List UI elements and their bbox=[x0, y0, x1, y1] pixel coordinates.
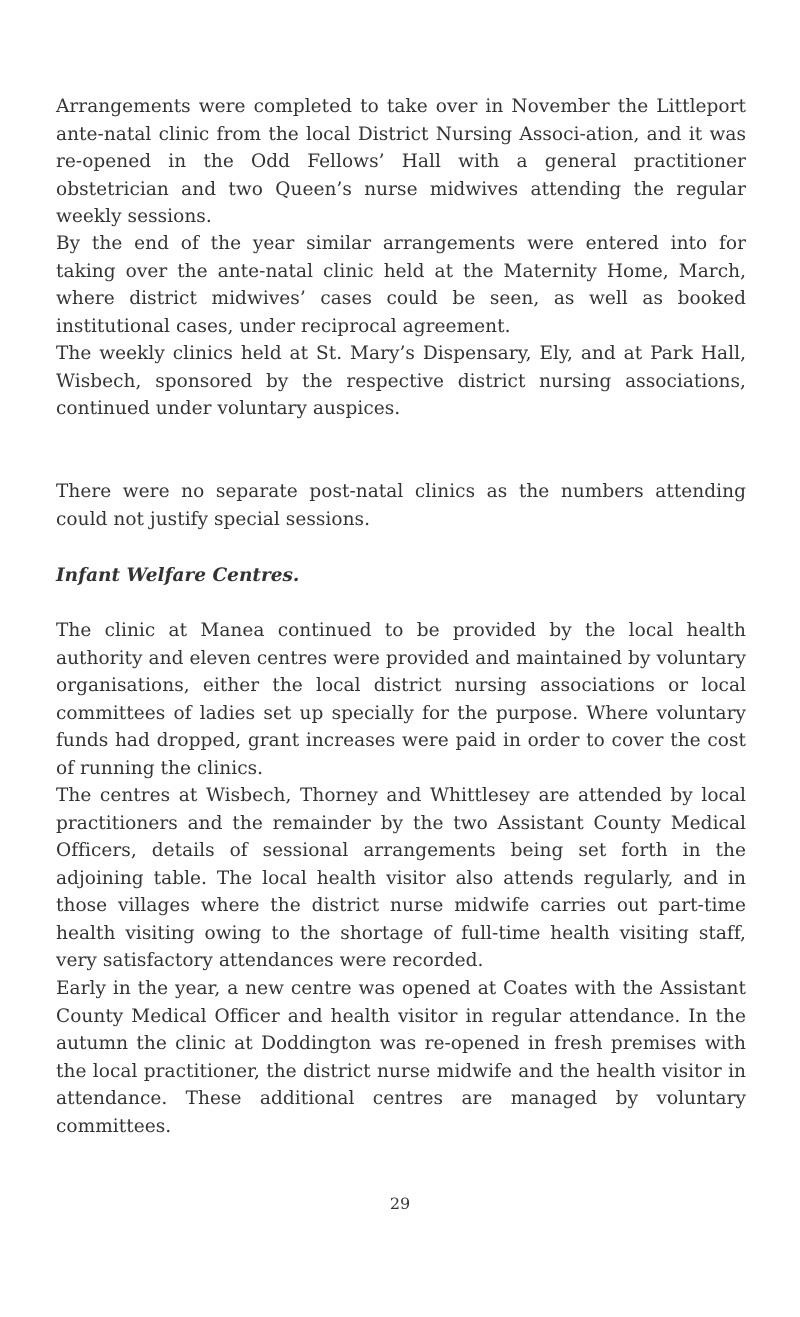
paragraph-new-centres: Early in the year, a new centre was opened at Coates with the Assistant County Medical Officer and health visitor in regular attendance. In the autumn the clinic at Doddington was re-opened in fresh premises with the local practitioner, the district nurse midwife and the health visitor in attendance. These additional centres are managed by voluntary committees. bbox=[56, 978, 746, 1137]
paragraph-weekly-clinics: The weekly clinics held at St. Mary’s Dispensary, Ely, and at Park Hall, Wisbech, sponsored by the respective district nursing associations, continued under voluntary auspices. bbox=[56, 343, 746, 419]
paragraph-post-natal-clinics: There were no separate post-natal clinics as the numbers attending could not justify special sessions. bbox=[56, 481, 746, 530]
paragraph-manea-clinic: The clinic at Manea continued to be provided by the local health authority and eleven centres were provided and maintained by voluntary organisations, either the local district nursing associations or local committees of ladies set up specially for the purpose. Where voluntary funds had dropped, grant increases were paid in order to cover the cost of running the clinics. bbox=[56, 620, 746, 779]
paragraph-littleport-clinic: Arrangements were completed to take over in November the Littleport ante-natal clinic from the local District Nursing Associ-ation, and it was re-opened in the Odd Fellows’ Hall with a general practitioner obstetrician and two Queen’s nurse midwives attending the regular weekly sessions. bbox=[56, 96, 746, 227]
page-number: 29 bbox=[389, 1194, 411, 1213]
section-heading-infant-welfare: Infant Welfare Centres. bbox=[56, 565, 300, 586]
paragraph-march-clinic: By the end of the year similar arrangements were entered into for taking over the ante-natal clinic held at the Maternity Home, March, where district midwives’ cases could be seen, as well as booked institutional cases, under reciprocal agreement. bbox=[56, 233, 746, 337]
paragraph-centres-attendance: The centres at Wisbech, Thorney and Whittlesey are attended by local practitioners and the remainder by the two Assistant County Medical Officers, details of sessional arrangements being set forth in the adjoining table. The local health visitor also attends regularly, and in those villages where the district nurse midwife carries out part-time health visiting owing to the shortage of full-time health visiting staff, very satisfactory attendances were recorded. bbox=[56, 785, 746, 971]
